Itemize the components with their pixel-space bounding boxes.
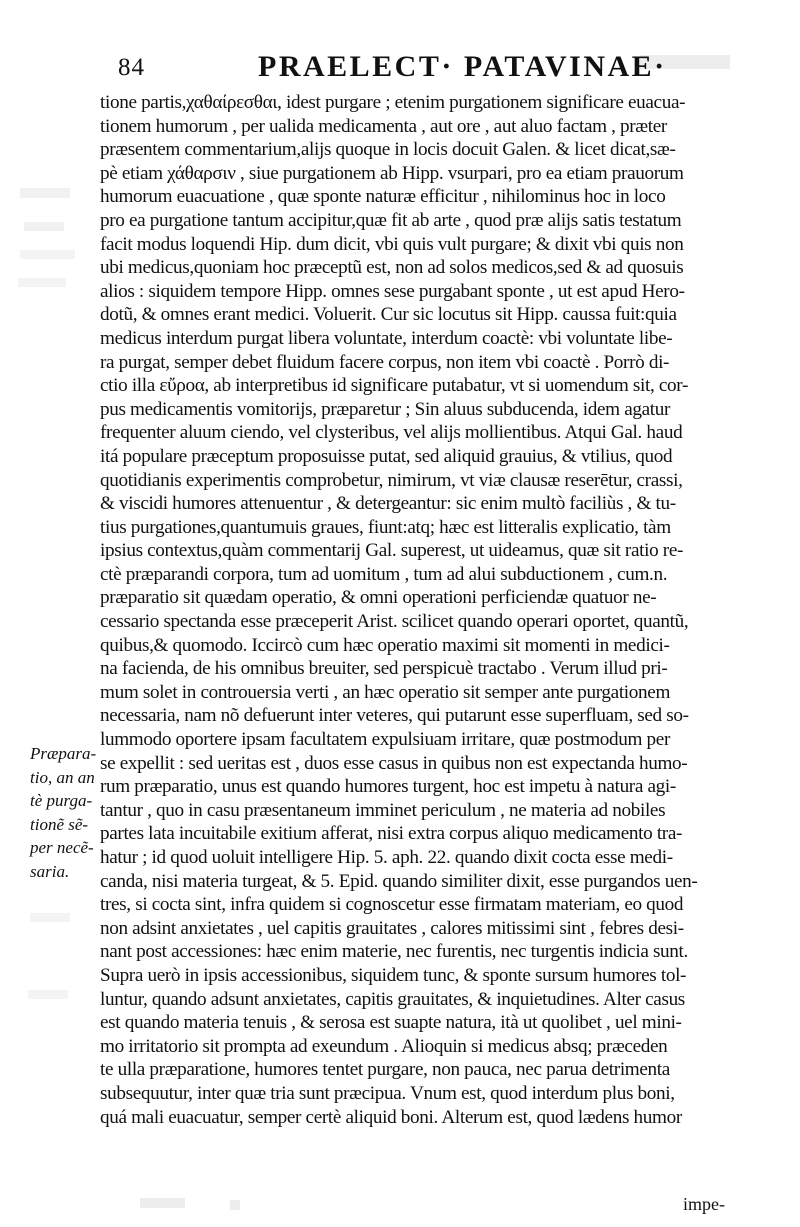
marginal-note-line: per necẽ-	[30, 838, 94, 858]
text-line: pro ea purgatione tantum accipitur,quæ fit ab arte , quod præ alijs satis testatum	[100, 209, 682, 231]
text-line: rum præparatio, unus est quando humores turgent, hoc est impetu à natura agi-	[100, 776, 676, 798]
text-line: te ulla præparatione, humores tentet purgare, non pauca, nec parua detrimenta	[100, 1059, 670, 1081]
text-line: ipsius contextus,quàm commentarij Gal. superest, ut uideamus, quæ sit ratio re-	[100, 540, 684, 562]
page-header	[118, 50, 758, 92]
text-line: mo irritatorio sit prompta ad exeundum . Alioquin si medicus absq; præceden	[100, 1035, 668, 1057]
text-line: tione partis,χαθαίρεσθαι, idest purgare ; etenim purgationem significare euacua-	[100, 92, 686, 113]
text-line: lummodo oportere ipsam facultatem expulsiuam irritare, quæ postmodum per	[100, 729, 671, 751]
marginal-note-line: Præpara-	[30, 744, 97, 763]
text-line: na facienda, de his omnibus breuiter, sed perspicuè tractabo . Verum illud pri-	[100, 658, 668, 680]
text-line: alios : siquidem tempore Hipp. omnes sese purgabant sponte , ut est apud Hero-	[100, 280, 685, 302]
text-line: se expellit : sed ueritas est , duos esse casus in quibus non est expectanda humo-	[100, 752, 688, 774]
catchword: impe-	[683, 1194, 725, 1214]
text-line: præparatio sit quædam operatio, & omni operationi perficiendæ quatuor ne-	[100, 587, 657, 609]
text-line: tionem humorum , per ualida medicamenta , aut ore , aut aluo factam , præter	[100, 115, 667, 137]
text-line: ctio illa εὔροα, ab interpretibus id significare putabatur, vt si uomendum sit, cor-	[100, 375, 688, 397]
text-line: ra purgat, semper debet fluidum facere corpus, non item vbi coactè . Porrò di-	[100, 351, 670, 373]
text-line: dotũ, & omnes erant medici. Voluerit. Cur sic locutus sit Hipp. caussa fuit:quia	[100, 304, 677, 326]
text-line: luntur, quando adsunt anxietates, capitis grauitates, & inquietudines. Alter casus	[100, 988, 685, 1010]
text-line: ubi medicus,quoniam hoc præceptũ est, non ad solos medicos,sed & ad quosuis	[100, 257, 684, 279]
page-number: 84	[118, 54, 145, 81]
text-line: ctè præparandi corpora, tum ad uomitum , tum ad alui subductionem , cum.n.	[100, 563, 668, 585]
text-line: humorum euacuatione , quæ sponte naturæ efficitur , nihilominus hoc in loco	[100, 186, 666, 208]
text-line: tantur , quo in casu præsentaneum imminet periculum , ne materia ad nobiles	[100, 799, 666, 821]
text-line: præsentem commentarium,alijs quoque in locis docuit Galen. & licet dicat,sæ-	[100, 139, 676, 161]
marginal-note-line: saria.	[30, 861, 70, 881]
marginal-note-line: tè purga-	[30, 791, 93, 811]
text-line: partes lata incuitabile exitium afferat, nisi extra corpus aliquo medicamento tra-	[100, 823, 683, 845]
text-line: tius purgationes,quantumuis graues, fiunt:atq; hæc est litteralis explicatio, tàm	[100, 516, 671, 538]
text-line: tres, si cocta sint, infra quidem si cognoscetur esse firmatam materiam, eo quod	[100, 894, 684, 916]
text-line: nant post accessiones: hæc enim materie, nec furentis, nec turgentis indicia sunt.	[100, 941, 688, 963]
text-line: cessario spectanda esse præceperit Arist. scilicet quando operari oportet, quantũ,	[100, 611, 689, 633]
text-line: necessaria, nam nõ defuerunt inter veteres, qui putarunt esse superfluam, sed so-	[100, 705, 689, 727]
text-line: est quando materia tenuis , & serosa est suapte natura, ità ut quolibet , uel mini-	[100, 1012, 682, 1034]
text-line: non adsint anxietates , uel capitis grauitates , calores mitissimi sint , febres desi-	[100, 917, 684, 939]
text-line: pus medicamentis vomitorijs, præparetur ; Sin aluus subducenda, idem agatur	[100, 398, 671, 420]
text-line: canda, nisi materia turgeat, & 5. Epid. quando similiter dixit, esse purgandos uen-	[100, 870, 698, 892]
text-line: quotidianis experimentis comprobetur, nimirum, vt viæ clausæ reserētur, crassi,	[100, 469, 683, 491]
text-line: mum solet in controuersia verti , an hæc operatio sit semper ante purgationem	[100, 681, 671, 703]
text-line: quibus,& quomodo. Iccircò cum hæc operatio maximi sit momenti in medici-	[100, 634, 670, 656]
body-text	[100, 91, 770, 1153]
running-title: PRAELECT· PATAVINAE·	[258, 50, 667, 83]
text-line: Supra uerò in ipsis accessionibus, siquidem tunc, & sponte sursum humores tol-	[100, 964, 687, 986]
text-line: pè etiam χάθαρσιν , siue purgationem ab Hipp. vsurpari, pro ea etiam prauorum	[100, 162, 684, 184]
text-line: & viscidi humores attenuentur , & detergeantur: sic enim multò faciliùs , & tu-	[100, 493, 676, 515]
text-line: hatur ; id quod uoluit intelligere Hip. 5. aph. 22. quando dixit cocta esse medi-	[100, 847, 673, 868]
marginal-note-line: tionẽ sẽ-	[30, 814, 89, 834]
text-line	[100, 1129, 770, 1153]
text-line: frequenter aluum ciendo, vel clysteribus, vel alijs mollientibus. Atqui Gal. haud	[100, 422, 683, 444]
text-line: subsequutur, inter quæ tria sunt præcipua. Vnum est, quod interdum plus boni,	[100, 1082, 675, 1104]
text-line: quá mali euacuatur, semper certè aliquid boni. Alterum est, quod lædens humor	[100, 1106, 682, 1128]
text-line: facit modus loquendi Hip. dum dicit, vbi quis vult purgare; & dixit vbi quis non	[100, 233, 684, 255]
marginal-note	[30, 742, 102, 884]
marginal-note-line: tio, an an	[30, 767, 95, 787]
text-line: medicus interdum purgat libera voluntate, interdum coactè: vbi voluntate libe-	[100, 327, 673, 349]
text-line: itá populare præceptum proposuisse putat, sed aliquid grauius, & vtilius, quod	[100, 445, 673, 467]
